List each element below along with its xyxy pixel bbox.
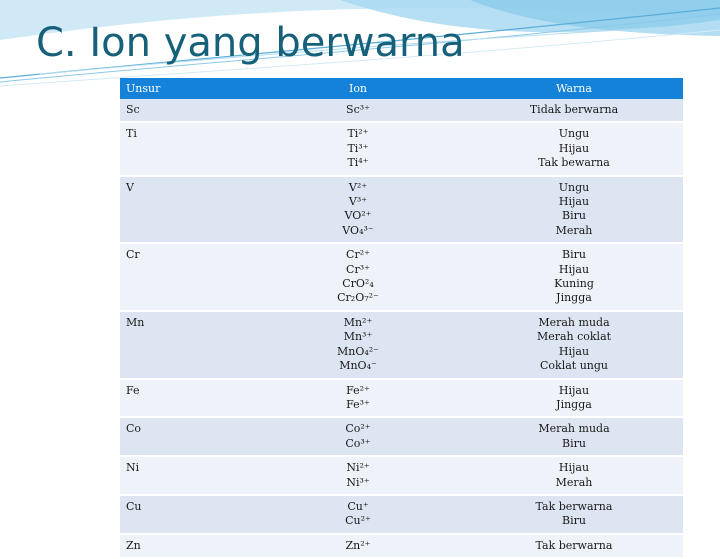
- cell-warna: [465, 456, 683, 495]
- ion-formula: Fe³⁺: [346, 397, 370, 411]
- header-ion: Ion: [251, 78, 465, 99]
- ion-formula: VO₄³⁻: [342, 223, 374, 237]
- cell-warna: [465, 243, 683, 311]
- color-name: Kuning: [554, 277, 594, 291]
- cell-ion: [251, 243, 465, 311]
- ion-formula: Ti³⁺: [347, 141, 369, 155]
- cell-ion: [251, 495, 465, 534]
- ion-formula: V³⁺: [348, 195, 368, 209]
- cell-warna: [465, 417, 683, 456]
- color-name: Biru: [562, 436, 586, 450]
- color-name: Biru: [562, 514, 586, 528]
- cell-ion: [251, 311, 465, 379]
- table-row: [120, 176, 683, 244]
- ion-formula: MnO₄²⁻: [337, 344, 379, 358]
- cell-unsur: Sc: [120, 99, 251, 122]
- table-row: [120, 122, 683, 175]
- color-name: Hijau: [558, 344, 590, 358]
- cell-unsur: Cr: [120, 243, 251, 311]
- table-row: [120, 311, 683, 379]
- cell-unsur: Ti: [120, 122, 251, 175]
- cell-unsur: V: [120, 176, 251, 244]
- ion-formula: Fe²⁺: [346, 383, 370, 397]
- color-name: Tidak berwarna: [529, 103, 619, 116]
- ion-formula: Cu⁺: [347, 499, 369, 513]
- ion-formula: Zn²⁺: [345, 538, 371, 552]
- color-name: Merah coklat: [536, 330, 612, 344]
- color-name: Merah: [555, 223, 593, 237]
- cell-warna: [465, 311, 683, 379]
- cell-ion: [251, 456, 465, 495]
- ion-formula: Cr₂O₇²⁻: [337, 291, 379, 305]
- cell-warna: [465, 534, 683, 558]
- cell-warna: [465, 495, 683, 534]
- cell-warna: [465, 176, 683, 244]
- color-name: Jingga: [556, 291, 592, 305]
- table-body: [120, 99, 683, 558]
- cell-warna: [465, 379, 683, 418]
- cell-ion: [251, 99, 465, 122]
- color-name: Jingga: [556, 397, 592, 411]
- color-name: Hijau: [558, 461, 590, 475]
- color-name: Coklat ungu: [540, 359, 608, 373]
- table-row: [120, 99, 683, 122]
- cell-unsur: Co: [120, 417, 251, 456]
- color-name: Tak bewarna: [538, 156, 610, 170]
- ion-formula: Co²⁺: [345, 422, 371, 436]
- color-name: Tak berwarna: [535, 499, 613, 513]
- cell-unsur: Ni: [120, 456, 251, 495]
- color-name: Tak berwarna: [535, 538, 613, 552]
- ion-formula: Ni³⁺: [346, 475, 370, 489]
- table-header-row: [120, 78, 683, 99]
- color-name: Merah muda: [538, 315, 610, 329]
- table-row: [120, 243, 683, 311]
- ion-formula: Mn³⁺: [343, 330, 373, 344]
- ion-formula: Cu²⁺: [345, 514, 371, 528]
- cell-warna: [465, 99, 683, 122]
- ion-formula: Ti²⁺: [347, 127, 369, 141]
- color-name: Merah: [555, 475, 593, 489]
- cell-ion: [251, 122, 465, 175]
- ion-formula: VO²⁺: [344, 209, 372, 223]
- ion-formula: Co³⁺: [345, 436, 371, 450]
- table-row: [120, 495, 683, 534]
- ion-formula: CrO²₄: [342, 277, 374, 291]
- table-row: [120, 456, 683, 495]
- ion-formula: Mn²⁺: [343, 315, 373, 329]
- color-name: Hijau: [558, 141, 590, 155]
- color-name: Ungu: [558, 127, 590, 141]
- ion-formula: MnO₄⁻: [339, 359, 377, 373]
- color-name: Hijau: [558, 262, 590, 276]
- table-row: [120, 379, 683, 418]
- color-name: Ungu: [558, 180, 590, 194]
- cell-ion: [251, 417, 465, 456]
- ion-color-table: [120, 78, 683, 559]
- ion-formula: Sc³⁺: [346, 103, 370, 116]
- color-name: Hijau: [558, 195, 590, 209]
- cell-unsur: Cu: [120, 495, 251, 534]
- ion-formula: Ni²⁺: [346, 461, 370, 475]
- cell-unsur: Fe: [120, 379, 251, 418]
- header-warna: Warna: [465, 78, 683, 99]
- slide-title: C. Ion yang berwarna: [36, 20, 465, 66]
- cell-unsur: Zn: [120, 534, 251, 558]
- cell-ion: [251, 379, 465, 418]
- color-name: Biru: [562, 248, 586, 262]
- cell-warna: [465, 122, 683, 175]
- color-name: Hijau: [558, 383, 590, 397]
- ion-formula: Cr²⁺: [346, 248, 370, 262]
- header-unsur: Unsur: [120, 78, 251, 99]
- cell-ion: [251, 176, 465, 244]
- ion-formula: Ti⁴⁺: [347, 156, 369, 170]
- color-name: Biru: [562, 209, 586, 223]
- cell-ion: [251, 534, 465, 558]
- color-name: Merah muda: [538, 422, 610, 436]
- table-row: [120, 534, 683, 558]
- table-row: [120, 417, 683, 456]
- ion-formula: V²⁺: [348, 180, 368, 194]
- cell-unsur: Mn: [120, 311, 251, 379]
- ion-formula: Cr³⁺: [346, 262, 370, 276]
